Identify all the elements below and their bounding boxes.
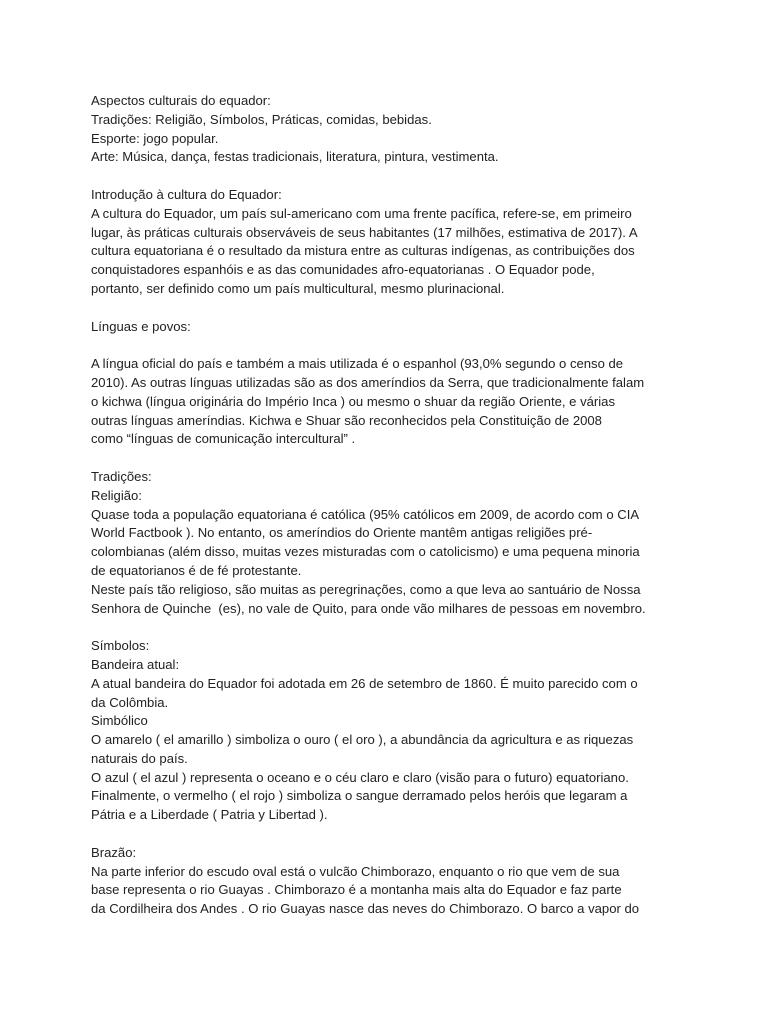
text-line: da Cordilheira dos Andes . O rio Guayas nasce das neves do Chimborazo. O barco a vapor do [91, 901, 640, 917]
text-line: Línguas e povos: [91, 318, 191, 334]
text-line: base representa o rio Guayas . Chimborazo é a montanha mais alta do Equador e faz parte [91, 882, 622, 898]
text-line: Simbólico [91, 713, 148, 729]
text-line: Tradições: [91, 468, 152, 484]
text-line: o kichwa (língua originária do Império Inca ) ou mesmo o shuar da região Oriente, e várias [91, 393, 616, 409]
text-line: cultura equatoriana é o resultado da mistura entre as culturas indígenas, as contribuições dos [91, 243, 635, 259]
blank-line [91, 618, 691, 637]
text-line: Tradições: Religião, Símbolos, Práticas, comidas, bebidas. [91, 111, 432, 127]
text-line: Símbolos: [91, 638, 150, 654]
text-line: da Colômbia. [91, 694, 169, 710]
text-line: conquistadores espanhóis e as das comunidades afro-equatorianas . O Equador pode, [91, 262, 595, 278]
text-line: Arte: Música, dança, festas tradicionais, literatura, pintura, vestimenta. [91, 149, 499, 165]
blank-line [91, 299, 691, 318]
document-body [91, 92, 691, 919]
text-line: Pátria e a Liberdade ( Patria y Libertad ). [91, 807, 328, 823]
text-line: naturais do país. [91, 750, 188, 766]
blank-line [91, 336, 691, 355]
text-line: A atual bandeira do Equador foi adotada em 26 de setembro de 1860. É muito parecido com o [91, 675, 638, 691]
text-line: Esporte: jogo popular. [91, 130, 219, 146]
text-line: A cultura do Equador, um país sul-americano com uma frente pacífica, refere-se, em primeiro [91, 205, 632, 221]
text-line: 2010). As outras línguas utilizadas são as dos ameríndios da Serra, que tradicionalmente falam [91, 374, 645, 390]
text-line: de equatorianos é de fé protestante. [91, 562, 302, 578]
text-line: Na parte inferior do escudo oval está o vulcão Chimborazo, enquanto o rio que vem de sua [91, 863, 620, 879]
text-line: Quase toda a população equatoriana é católica (95% católicos em 2009, de acordo com o CIA [91, 506, 640, 522]
text-line: colombianas (além disso, muitas vezes misturadas com o catolicismo) e uma pequena minoria [91, 544, 640, 560]
text-line: portanto, ser definido como um país multicultural, mesmo plurinacional. [91, 280, 505, 296]
text-line: Brazão: [91, 844, 137, 860]
text-line: O amarelo ( el amarillo ) simboliza o ouro ( el oro ), a abundância da agricultura e as riquezas [91, 732, 634, 748]
text-line: Religião: [91, 487, 142, 503]
text-line: Introdução à cultura do Equador: [91, 186, 282, 202]
text-line: como “línguas de comunicação intercultural” . [91, 431, 356, 447]
text-line: Aspectos culturais do equador: [91, 93, 271, 108]
text-line: O azul ( el azul ) representa o oceano e o céu claro e claro (visão para o futuro) equatoriano. [91, 769, 629, 785]
text-line: Senhora de Quinche (es), no vale de Quito, para onde vão milhares de pessoas em novembro. [91, 600, 646, 616]
text-line: Finalmente, o vermelho ( el rojo ) simboliza o sangue derramado pelos heróis que legaram a [91, 788, 628, 804]
blank-line [91, 449, 691, 468]
text-line: Bandeira atual: [91, 656, 180, 672]
blank-line [91, 825, 691, 844]
blank-line [91, 167, 691, 186]
text-line: Neste país tão religioso, são muitas as peregrinações, como a que leva ao santuário de Nossa [91, 581, 641, 597]
text-line: A língua oficial do país e também a mais utilizada é o espanhol (93,0% segundo o censo de [91, 356, 624, 372]
text-line: outras línguas ameríndias. Kichwa e Shuar são reconhecidos pela Constituição de 2008 [91, 412, 602, 428]
text-line: World Factbook ). No entanto, os ameríndios do Oriente mantêm antigas religiões pré- [91, 525, 593, 541]
text-line: lugar, às práticas culturais observáveis de seus habitantes (17 milhões, estimativa de 2017). A [91, 224, 638, 240]
